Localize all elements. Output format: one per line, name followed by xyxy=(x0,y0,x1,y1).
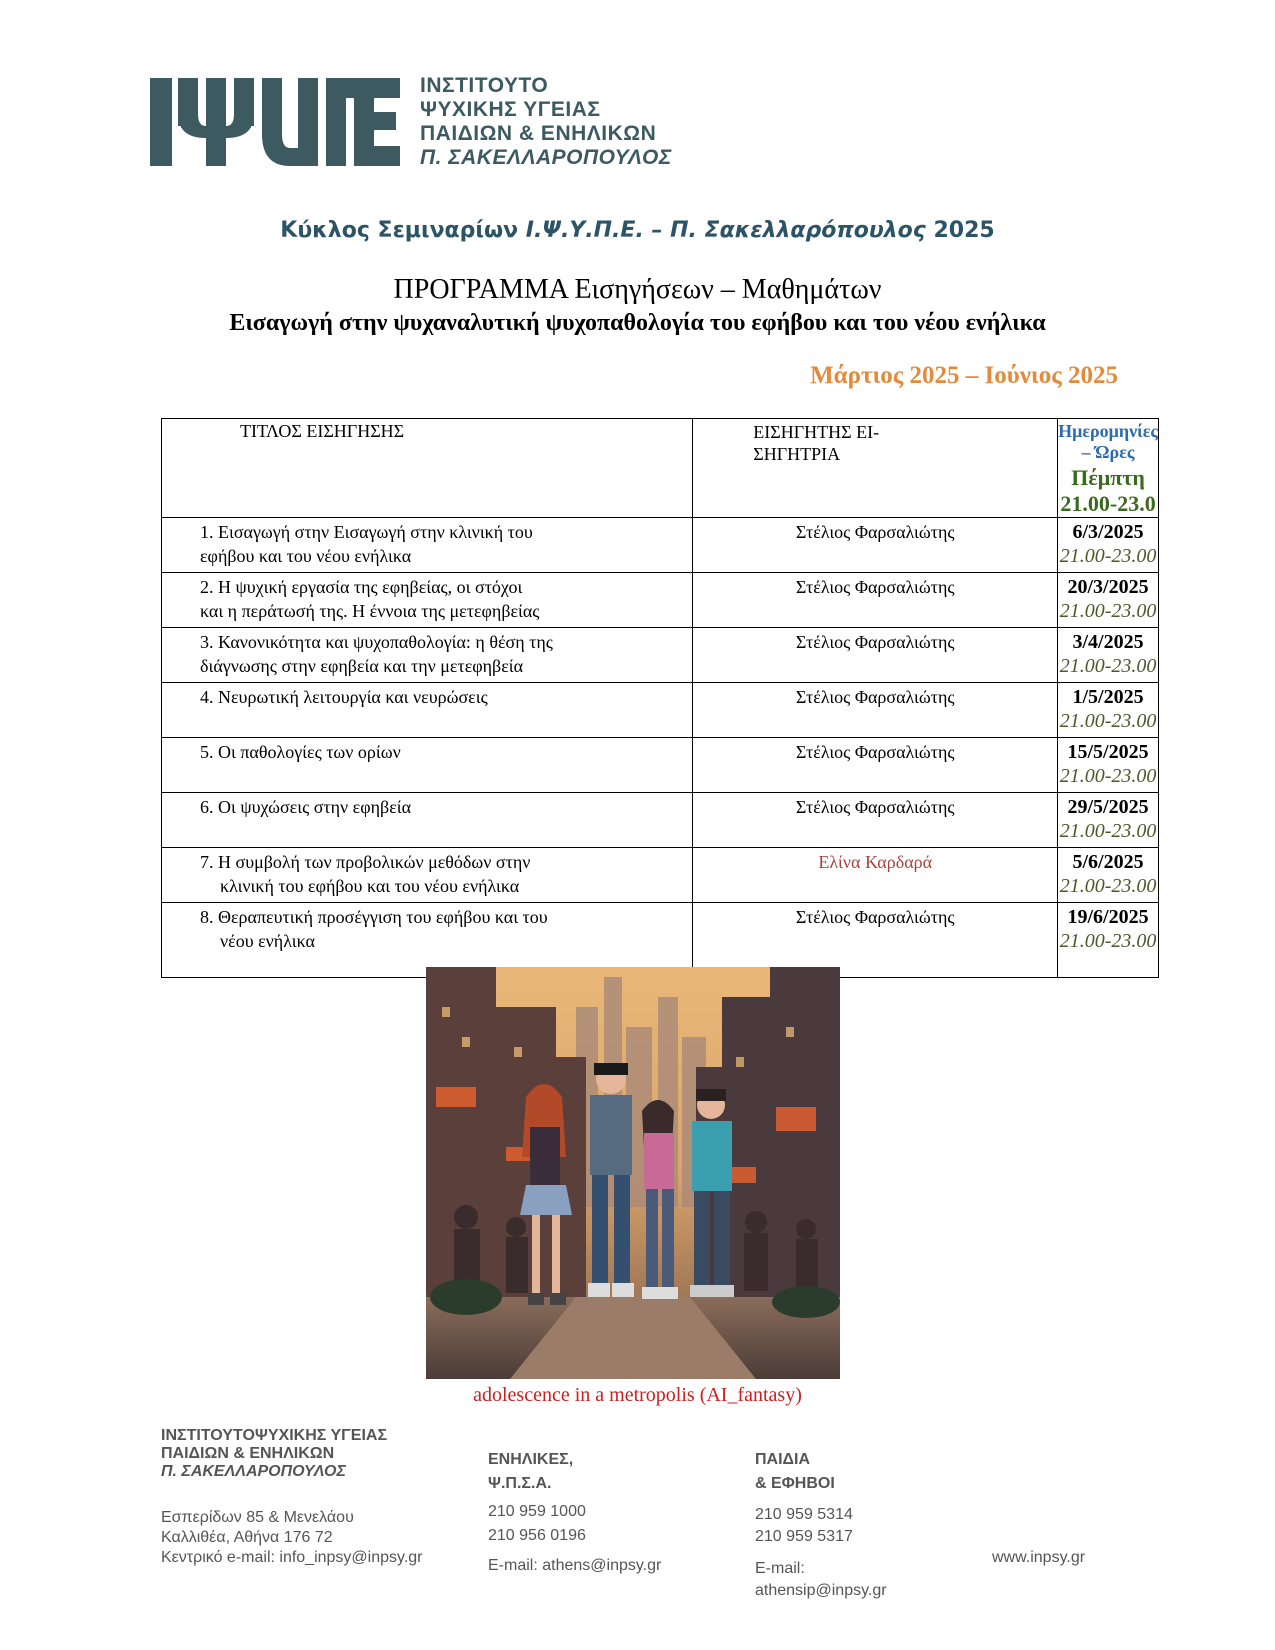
lecture-title xyxy=(162,683,693,738)
series-italic: Ι.Ψ.Υ.Π.Ε. – Π. Σακελλαρόπουλος xyxy=(525,218,926,243)
logo-line-2: ΨΥΧΙΚΗΣ ΥΓΕΙΑΣ xyxy=(420,98,601,121)
date-value: 15/5/2025 xyxy=(1067,741,1149,763)
table-row xyxy=(162,848,1159,903)
footer-website[interactable]: www.inpsy.gr xyxy=(992,1549,1086,1566)
header-title: ΤΙΤΛΟΣ ΕΙΣΗΓΗΣΗΣ xyxy=(162,419,693,518)
table-row xyxy=(162,518,1159,573)
time-value: 21.00-23.00 xyxy=(1059,820,1157,842)
date-value: 6/3/2025 xyxy=(1072,521,1144,543)
title-line-1: 4. Νευρωτική λειτουργία και νευρώσεις xyxy=(200,687,488,707)
title-line-1: 5. Οι παθολογίες των ορίων xyxy=(200,742,401,762)
time-value: 21.00-23.00 xyxy=(1059,545,1157,567)
time-value: 21.00-23.00 xyxy=(1059,710,1157,732)
title-line-2: διάγνωσης στην εφηβεία και την μετεφηβεία xyxy=(200,656,524,676)
time-value: 21.00-23.00 xyxy=(1059,765,1157,787)
lecture-date xyxy=(1058,683,1159,738)
header-dates xyxy=(1058,419,1159,518)
image-caption: adolescence in a metropolis (AI_fantasy) xyxy=(473,1384,802,1406)
lecture-date xyxy=(1058,573,1159,628)
table-row xyxy=(162,738,1159,793)
lecture-title xyxy=(162,738,693,793)
time-value: 21.00-23.00 xyxy=(1059,875,1157,897)
footer-adults-email: E-mail: athens@inpsy.gr xyxy=(488,1557,662,1574)
footer-adults-title-1: ΕΝΗΛΙΚΕΣ, xyxy=(488,1451,574,1468)
logo-line-3: ΠΑΙΔΙΩΝ & ΕΝΗΛΙΚΩΝ xyxy=(420,122,657,145)
logo-line-1: ΙΝΣΤΙΤΟΥΤΟ xyxy=(420,74,549,97)
series-prefix: Κύκλος Σεμιναρίων xyxy=(280,218,526,243)
footer-adults-phone-1: 210 959 1000 xyxy=(488,1503,586,1520)
footer-address-2: Καλλιθέα, Αθήνα 176 72 xyxy=(161,1529,333,1546)
lecture-speaker: Ελίνα Καρδαρά xyxy=(693,848,1058,903)
lecture-date xyxy=(1058,738,1159,793)
lecture-date xyxy=(1058,903,1159,978)
title-line-1: 7. Η συμβολή των προβολικών μεθόδων στην xyxy=(200,852,531,872)
lecture-date xyxy=(1058,518,1159,573)
schedule-table xyxy=(161,418,1159,978)
footer-org-line-3: Π. ΣΑΚΕΛΛΑΡΟΠΟΥΛΟΣ xyxy=(161,1463,346,1480)
time-value: 21.00-23.00 xyxy=(1059,600,1157,622)
lecture-title xyxy=(162,628,693,683)
lecture-date xyxy=(1058,848,1159,903)
footer-address-1: Εσπερίδων 85 & Μενελάου xyxy=(161,1509,354,1526)
lecture-speaker: Στέλιος Φαρσαλιώτης xyxy=(693,738,1058,793)
lecture-speaker: Στέλιος Φαρσαλιώτης xyxy=(693,903,1058,978)
date-value: 3/4/2025 xyxy=(1072,631,1144,653)
lecture-speaker: Στέλιος Φαρσαλιώτης xyxy=(693,793,1058,848)
footer-adults-phone-2: 210 956 0196 xyxy=(488,1527,586,1544)
title-line-2: και η περάτωσή της. Η έννοια της μετεφηβείας xyxy=(200,601,540,621)
time-value: 21.00-23.00 xyxy=(1059,655,1157,677)
title-line-1: 6. Οι ψυχώσεις στην εφηβεία xyxy=(200,797,412,817)
footer-kids-phone-1: 210 959 5314 xyxy=(755,1506,853,1523)
title-line-1: 2. Η ψυχική εργασία της εφηβείας, οι στόχοι xyxy=(200,577,523,597)
footer-org-line-1: ΙΝΣΤΙΤΟΥΤΟΨΥΧΙΚΗΣ ΥΓΕΙΑΣ xyxy=(161,1427,388,1444)
institute-logo xyxy=(150,70,710,180)
lecture-speaker: Στέλιος Φαρσαλιώτης xyxy=(693,518,1058,573)
table-header-row xyxy=(162,419,1159,518)
date-value: 1/5/2025 xyxy=(1072,686,1144,708)
lecture-title xyxy=(162,573,693,628)
title-line-2: νέου ενήλικα xyxy=(220,931,315,951)
program-title: ΠΡΟΓΡΑΜΜΑ Εισηγήσεων – Μαθημάτων xyxy=(393,274,882,305)
footer-kids-title-1: ΠΑΙΔΙΑ xyxy=(755,1451,811,1468)
date-value: 20/3/2025 xyxy=(1067,576,1149,598)
date-value: 19/6/2025 xyxy=(1067,906,1149,928)
table-row xyxy=(162,628,1159,683)
logo-mark xyxy=(150,74,402,170)
metropolis-illustration xyxy=(426,967,840,1379)
lecture-date xyxy=(1058,793,1159,848)
table-row xyxy=(162,793,1159,848)
title-line-2: κλινική του εφήβου και του νέου ενήλικα xyxy=(220,876,520,896)
date-value: 29/5/2025 xyxy=(1067,796,1149,818)
lecture-title xyxy=(162,793,693,848)
lecture-date xyxy=(1058,628,1159,683)
footer-kids-title-2: & ΕΦΗΒΟΙ xyxy=(755,1475,835,1492)
program-period: Μάρτιος 2025 – Ιούνιος 2025 xyxy=(810,362,1118,389)
lecture-title xyxy=(162,848,693,903)
footer-kids-email: athensip@inpsy.gr xyxy=(755,1582,887,1599)
footer-adults-title-2: Ψ.Π.Σ.Α. xyxy=(488,1475,552,1492)
title-line-1: 8. Θεραπευτική προσέγγιση του εφήβου και του xyxy=(200,907,548,927)
header-dates-label: Ημερομηνίες – Ώρες xyxy=(1058,421,1158,462)
time-value: 21.00-23.00 xyxy=(1059,930,1157,952)
footer-address-3: Κεντρικό e-mail: info_inpsy@inpsy.gr xyxy=(161,1549,423,1566)
header-day-label: Πέμπτη 21.00-23.0 xyxy=(1060,465,1156,516)
lecture-title xyxy=(162,518,693,573)
header-speaker xyxy=(693,419,1058,518)
header-speaker-line-1: ΕΙΣΗΓΗΤΗΣ ΕΙ- xyxy=(753,422,880,442)
logo-text xyxy=(420,74,672,170)
lecture-speaker: Στέλιος Φαρσαλιώτης xyxy=(693,683,1058,738)
footer-adults xyxy=(488,1448,661,1576)
table-row xyxy=(162,573,1159,628)
footer-kids-email-label: E-mail: xyxy=(755,1560,805,1577)
footer-org xyxy=(161,1426,423,1568)
title-line-1: 3. Κανονικότητα και ψυχοπαθολογία: η θέση της xyxy=(200,632,553,652)
title-line-2: εφήβου και του νέου ενήλικα xyxy=(200,546,412,566)
lecture-speaker: Στέλιος Φαρσαλιώτης xyxy=(693,573,1058,628)
lecture-speaker: Στέλιος Φαρσαλιώτης xyxy=(693,628,1058,683)
program-subtitle: Εισαγωγή στην ψυχαναλυτική ψυχοπαθολογία του εφήβου και του νέου ενήλικα xyxy=(229,310,1046,336)
series-year: 2025 xyxy=(925,218,995,243)
title-line-1: 1. Εισαγωγή στην Εισαγωγή στην κλινική του xyxy=(200,522,533,542)
seminar-series-heading xyxy=(0,218,1275,243)
date-value: 5/6/2025 xyxy=(1072,851,1144,873)
footer-kids-phone-2: 210 959 5317 xyxy=(755,1528,853,1545)
footer-org-line-2: ΠΑΙΔΙΩΝ & ΕΝΗΛΙΚΩΝ xyxy=(161,1445,335,1462)
table-row xyxy=(162,683,1159,738)
footer-kids xyxy=(755,1448,887,1602)
logo-line-4: Π. ΣΑΚΕΛΛΑΡΟΠΟΥΛΟΣ xyxy=(420,146,672,169)
header-speaker-line-2: ΣΗΓΗΤΡΙΑ xyxy=(753,444,841,464)
